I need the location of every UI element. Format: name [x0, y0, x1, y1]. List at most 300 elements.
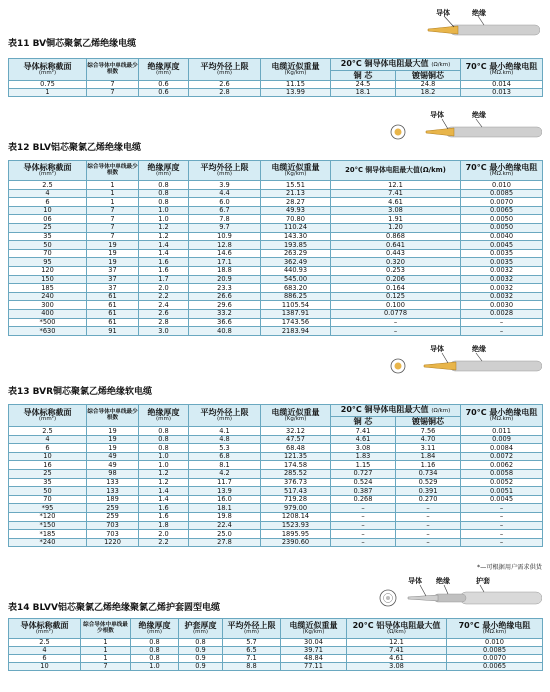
table-cell: – [396, 504, 461, 513]
table-cell: 143.30 [261, 232, 331, 241]
table-cell: 19 [87, 444, 139, 453]
table-cell: 1 [81, 647, 131, 655]
table-cell: 61 [87, 301, 139, 310]
table-cell: 362.49 [261, 258, 331, 267]
table-cell: 40.8 [189, 327, 261, 336]
table-cell: 0.727 [331, 469, 396, 478]
table-cell: 1.0 [139, 215, 189, 224]
table-row [9, 427, 543, 436]
table-cell: 6 [9, 655, 81, 663]
table-cell: 28.27 [261, 198, 331, 207]
table-cell: 10.9 [189, 232, 261, 241]
table-cell: 0.0050 [461, 223, 543, 232]
table-row [9, 647, 543, 655]
table-cell: 259 [87, 512, 139, 521]
table-cell: 13.99 [261, 89, 331, 97]
table-cell: 1387.91 [261, 309, 331, 318]
table-cell: 1.15 [331, 461, 396, 470]
table-row [9, 452, 543, 461]
table-cell: 1743.56 [261, 318, 331, 327]
table-cell: 7 [87, 215, 139, 224]
table-cell: 0.529 [396, 478, 461, 487]
spec-table-blv [8, 160, 543, 336]
table-cell: 1.83 [331, 452, 396, 461]
table-cell: 2.5 [9, 639, 81, 647]
table-cell: *120 [9, 512, 87, 521]
table-cell: 0.0045 [461, 495, 543, 504]
col-wires: 综合导体中单线最少根数 [87, 405, 139, 427]
table-row [9, 215, 543, 224]
table-cell: 0.268 [331, 495, 396, 504]
table-cell: 0.734 [396, 469, 461, 478]
table-cell: 17.1 [189, 258, 261, 267]
col-tinned: 镀锡铜芯 [396, 417, 461, 427]
table-cell: 0.8 [139, 435, 189, 444]
col-resistance: 20°C 铜导体电阻最大值(Ω/km) [331, 161, 461, 181]
table-cell: 440.93 [261, 266, 331, 275]
table-cell: 2.0 [139, 530, 189, 539]
table-cell: 2.8 [139, 318, 189, 327]
col-sheath: 护套厚度 (mm) [179, 619, 223, 639]
table-row [9, 478, 543, 487]
table-cell: 70.80 [261, 215, 331, 224]
table-cell: 7 [81, 663, 131, 671]
table-cell: 0.8 [139, 189, 189, 198]
table-cell: 0.0035 [461, 249, 543, 258]
table-row [9, 538, 543, 547]
table-cell: 1.20 [331, 223, 461, 232]
table-cell: 703 [87, 530, 139, 539]
table-cell: 49 [87, 452, 139, 461]
table-cell: 0.443 [331, 249, 461, 258]
table-cell: 8.1 [189, 461, 261, 470]
table-cell: 193.85 [261, 241, 331, 250]
table-cell: 1.2 [139, 469, 189, 478]
col-wires: 综合导体中单线最少根数 [87, 161, 139, 181]
table-cell: 1.8 [139, 521, 189, 530]
table-cell: 719.28 [261, 495, 331, 504]
table-cell: 48.84 [281, 655, 347, 663]
table-cell: 4 [9, 647, 81, 655]
table-cell: – [461, 512, 543, 521]
table-cell: 259 [87, 504, 139, 513]
table-cell: 18.8 [189, 266, 261, 275]
table-cell: 70 [9, 249, 87, 258]
table-cell: *630 [9, 327, 87, 336]
table-cell: 16.0 [189, 495, 261, 504]
spec-table-blvv [8, 618, 543, 671]
table-cell: 19 [87, 241, 139, 250]
table-cell: 4.1 [189, 427, 261, 436]
table-cell: 10 [9, 452, 87, 461]
table-cell: 7 [87, 223, 139, 232]
table-cell: 150 [9, 275, 87, 284]
table-row [9, 189, 543, 198]
table-cell: 0.0058 [461, 469, 543, 478]
col-insulation: 绝缘厚度 (mm) [139, 161, 189, 181]
table-row [9, 292, 543, 301]
col-insres: 70°C 最小绝缘电阻 (MΩ.km) [461, 161, 543, 181]
table-cell: 1.2 [139, 223, 189, 232]
col-section: 导体标称截面 (mm²) [9, 59, 87, 81]
table-cell: 1.91 [331, 215, 461, 224]
table-cell: 0.8 [139, 198, 189, 207]
table-cell: 0.8 [179, 639, 223, 647]
table-cell: 98 [87, 469, 139, 478]
table-cell: 0.0085 [461, 189, 543, 198]
table-cell: 0.009 [461, 435, 543, 444]
table-cell: 0.8 [131, 655, 179, 663]
table-row [9, 198, 543, 207]
table-cell: 18.2 [396, 89, 461, 97]
table-cell: 0.0778 [331, 309, 461, 318]
col-insulation: 绝缘厚度 (mm) [139, 59, 189, 81]
table-cell: *185 [9, 530, 87, 539]
table-cell: 27.8 [189, 538, 261, 547]
table-cell: 1.4 [139, 487, 189, 496]
table-cell: 0.0065 [461, 206, 543, 215]
table-row [9, 461, 543, 470]
table-cell: 7.1 [223, 655, 281, 663]
table-cell: 120 [9, 266, 87, 275]
table-cell: 1.2 [139, 232, 189, 241]
table-cell: – [331, 521, 396, 530]
table-cell: 91 [87, 327, 139, 336]
table-cell: 70 [9, 495, 87, 504]
table-cell: 174.58 [261, 461, 331, 470]
table-cell: 19 [87, 249, 139, 258]
table-cell: 1.0 [139, 206, 189, 215]
table-body-blv [9, 181, 543, 336]
table-cell: 1105.54 [261, 301, 331, 310]
table-cell: 0.75 [9, 81, 87, 89]
table-cell: 1 [9, 89, 87, 97]
table-body-bv [9, 81, 543, 97]
table-cell: 1 [81, 639, 131, 647]
table-cell: 32.12 [261, 427, 331, 436]
table-cell: 4.61 [331, 435, 396, 444]
table-cell: – [461, 538, 543, 547]
cable-diagram-blvv [376, 576, 542, 610]
table-cell: – [461, 327, 543, 336]
table-cell: 0.0045 [461, 241, 543, 250]
table-cell: 133 [87, 478, 139, 487]
table-cell: 0.391 [396, 487, 461, 496]
table-row [9, 435, 543, 444]
table-cell: – [331, 327, 461, 336]
col-section: 导体标称截面 (mm²) [9, 619, 81, 639]
table-cell: *500 [9, 318, 87, 327]
table-cell: 06 [9, 215, 87, 224]
table-cell: 12.1 [347, 639, 447, 647]
table-cell: – [461, 318, 543, 327]
table-cell: 7 [87, 89, 139, 97]
table-body-bvr [9, 427, 543, 547]
table-cell: 50 [9, 241, 87, 250]
table-cell: 7 [87, 81, 139, 89]
table-cell: 0.0070 [461, 198, 543, 207]
table-cell: 1.4 [139, 241, 189, 250]
table-row [9, 89, 543, 97]
table-cell: 0.0072 [461, 452, 543, 461]
table-row [9, 318, 543, 327]
table-cell: 7.41 [331, 427, 396, 436]
table-cell: 25 [9, 223, 87, 232]
table-row [9, 655, 543, 663]
table-cell: 68.48 [261, 444, 331, 453]
table-cell: 95 [9, 258, 87, 267]
table-cell: 61 [87, 309, 139, 318]
table-cell: 0.011 [461, 427, 543, 436]
table-cell: 12.1 [331, 181, 461, 190]
table-cell: 1.84 [396, 452, 461, 461]
table-cell: 10 [9, 206, 87, 215]
table-row [9, 512, 543, 521]
table-cell: 21.13 [261, 189, 331, 198]
table-cell: 400 [9, 309, 87, 318]
table-cell: 0.0032 [461, 292, 543, 301]
table-cell: – [396, 538, 461, 547]
table-cell: 0.0085 [447, 647, 543, 655]
table-title: 表11 BV铜芯聚氯乙烯绝缘电缆 [8, 39, 137, 49]
table-cell: 1.6 [139, 512, 189, 521]
table-cell: 376.73 [261, 478, 331, 487]
insulation-label: 绝缘 [436, 577, 450, 585]
col-insres: 70°C 最小绝缘电阻 (MΩ.km) [461, 59, 543, 81]
col-insulation: 绝缘厚度 (mm) [139, 405, 189, 427]
table-cell: 1.16 [396, 461, 461, 470]
table-cell: 2.5 [9, 427, 87, 436]
section-bv [8, 0, 542, 110]
table-cell: 0.0032 [461, 266, 543, 275]
table-cell: 1.6 [139, 266, 189, 275]
table-cell: 3.08 [331, 444, 396, 453]
table-cell: 0.8 [131, 639, 179, 647]
col-resistance: 20°C 铝导体电阻最大值 (Ω/km) [347, 619, 447, 639]
table-cell: 1.6 [139, 504, 189, 513]
table-cell: 13.9 [189, 487, 261, 496]
col-weight: 电缆近似重量 (Kg/km) [261, 161, 331, 181]
table-row [9, 181, 543, 190]
table-cell: 35 [9, 478, 87, 487]
col-insres: 70°C 最小绝缘电阻 (MΩ.km) [461, 405, 543, 427]
col-weight: 电缆近似重量 (Kg/km) [261, 59, 331, 81]
table-cell: 0.0052 [461, 478, 543, 487]
table-cell: 2390.60 [261, 538, 331, 547]
table-cell: 6.5 [223, 647, 281, 655]
table-cell: 3.0 [139, 327, 189, 336]
table-cell: 7 [87, 232, 139, 241]
table-cell: 0.9 [179, 647, 223, 655]
col-section: 导体标称截面 (mm²) [9, 161, 87, 181]
table-cell: 25.0 [189, 530, 261, 539]
table-cell: 4.2 [189, 469, 261, 478]
table-cell: 2.4 [139, 301, 189, 310]
col-diameter: 平均外径上限 (mm) [189, 405, 261, 427]
table-cell: 3.08 [347, 663, 447, 671]
table-cell: 0.0032 [461, 275, 543, 284]
insulation-label: 绝缘 [472, 9, 486, 17]
table-row [9, 223, 543, 232]
table-cell: 10 [9, 663, 81, 671]
table-cell: 6 [9, 198, 87, 207]
table-cell: 0.100 [331, 301, 461, 310]
section-bvr [8, 345, 542, 574]
table-row [9, 444, 543, 453]
table-cell: 35 [9, 232, 87, 241]
table-cell: *150 [9, 521, 87, 530]
table-cell: 37 [87, 275, 139, 284]
col-resistance: 20°C 铜导体电阻最大值 (Ω/km) [331, 59, 461, 71]
table-row [9, 241, 543, 250]
table-cell: 3.08 [331, 206, 461, 215]
table-cell: 7.41 [347, 647, 447, 655]
table-cell: 14.6 [189, 249, 261, 258]
table-cell: 36.6 [189, 318, 261, 327]
table-cell: 0.6 [139, 89, 189, 97]
table-cell: 4.61 [347, 655, 447, 663]
table-cell: 1220 [87, 538, 139, 547]
table-row [9, 504, 543, 513]
table-cell: – [396, 512, 461, 521]
table-cell: – [331, 538, 396, 547]
table-body-blvv [9, 639, 543, 671]
table-cell: 2183.94 [261, 327, 331, 336]
table-cell: 1.0 [139, 452, 189, 461]
table-cell: 0.0030 [461, 301, 543, 310]
table-cell: 30.04 [281, 639, 347, 647]
table-title: 表13 BVR铜芯聚氯乙烯绝缘软电缆 [8, 387, 153, 397]
table-cell: 1 [87, 198, 139, 207]
table-cell: 1523.93 [261, 521, 331, 530]
table-row [9, 258, 543, 267]
table-row [9, 301, 543, 310]
table-cell: 133 [87, 487, 139, 496]
table-cell: 24.5 [331, 81, 396, 89]
table-cell: 263.29 [261, 249, 331, 258]
col-weight: 电缆近似重量 (Kg/km) [261, 405, 331, 427]
table-row [9, 309, 543, 318]
table-cell: 7.8 [189, 215, 261, 224]
table-cell: 1 [87, 189, 139, 198]
conductor-label: 导体 [436, 9, 450, 17]
table-cell: 1.6 [139, 258, 189, 267]
table-cell: 1.0 [131, 663, 179, 671]
table-cell: 4 [9, 435, 87, 444]
spec-table-bvr [8, 404, 543, 547]
table-cell: 240 [9, 292, 87, 301]
table-cell: 1.4 [139, 249, 189, 258]
table-cell: 0.0051 [461, 487, 543, 496]
table-cell: 0.8 [139, 181, 189, 190]
table-cell: 19 [87, 258, 139, 267]
table-cell: 517.43 [261, 487, 331, 496]
table-cell: 1.7 [139, 275, 189, 284]
table-cell: 0.206 [331, 275, 461, 284]
cable-diagram-blv [386, 111, 542, 144]
table-cell: 683.20 [261, 284, 331, 293]
table-cell: 0.8 [139, 427, 189, 436]
table-cell: 703 [87, 521, 139, 530]
spec-table-bv [8, 58, 543, 97]
table-cell: 1 [87, 181, 139, 190]
col-diameter: 平均外径上限 (mm) [189, 59, 261, 81]
table-cell: 0.0028 [461, 309, 543, 318]
col-copper: 铜 芯 [331, 417, 396, 427]
table-cell: 1.2 [139, 478, 189, 487]
table-cell: 0.641 [331, 241, 461, 250]
table-cell: 20.9 [189, 275, 261, 284]
table-cell: 4.70 [396, 435, 461, 444]
col-tinned: 镀锡铜芯 [396, 71, 461, 81]
table-cell: 11.15 [261, 81, 331, 89]
table-cell: 0.9 [179, 663, 223, 671]
col-wires: 综合导体中单线最少根数 [87, 59, 139, 81]
table-cell: 49.93 [261, 206, 331, 215]
table-row [9, 284, 543, 293]
table-cell: 0.524 [331, 478, 396, 487]
table-row [9, 327, 543, 336]
table-cell: 886.25 [261, 292, 331, 301]
table-row [9, 495, 543, 504]
table-cell: 110.24 [261, 223, 331, 232]
table-row [9, 206, 543, 215]
table-cell: 2.8 [189, 89, 261, 97]
col-diameter: 平均外径上限 (mm) [223, 619, 281, 639]
table-cell: 16 [9, 461, 87, 470]
table-cell: – [396, 521, 461, 530]
table-cell: 0.014 [461, 81, 543, 89]
table-cell: – [331, 318, 461, 327]
table-cell: – [461, 521, 543, 530]
conductor-label: 导体 [408, 577, 422, 585]
table-cell: 0.8 [139, 444, 189, 453]
table-cell: – [396, 530, 461, 539]
table-cell: 0.125 [331, 292, 461, 301]
table-cell: 0.0065 [447, 663, 543, 671]
table-cell: 26.6 [189, 292, 261, 301]
table-row [9, 266, 543, 275]
table-row [9, 663, 543, 671]
table-cell: – [461, 530, 543, 539]
table-cell: 8.8 [223, 663, 281, 671]
table-cell: 2.2 [139, 292, 189, 301]
table-cell: 24.8 [396, 81, 461, 89]
insulation-label: 绝缘 [472, 111, 486, 119]
table-cell: 0.387 [331, 487, 396, 496]
col-weight: 电缆近似重量 (Kg/km) [281, 619, 347, 639]
table-cell: 185 [9, 284, 87, 293]
table-cell: 39.71 [281, 647, 347, 655]
table-cell: 0.9 [179, 655, 223, 663]
conductor-label: 导体 [430, 345, 444, 353]
table-cell: 37 [87, 284, 139, 293]
table-cell: 19 [87, 427, 139, 436]
table-cell: 29.6 [189, 301, 261, 310]
table-row [9, 639, 543, 647]
table-cell: 0.270 [396, 495, 461, 504]
col-insres: 70°C 最小绝缘电阻 (MΩ.km) [447, 619, 543, 639]
table-cell: 5.7 [223, 639, 281, 647]
table-row [9, 81, 543, 89]
table-cell: 545.00 [261, 275, 331, 284]
table-cell: 0.010 [447, 639, 543, 647]
table-cell: 0.868 [331, 232, 461, 241]
table-cell: 0.0062 [461, 461, 543, 470]
table-cell: – [331, 512, 396, 521]
table-cell: 4.61 [331, 198, 461, 207]
cable-diagram-bv [410, 10, 540, 40]
